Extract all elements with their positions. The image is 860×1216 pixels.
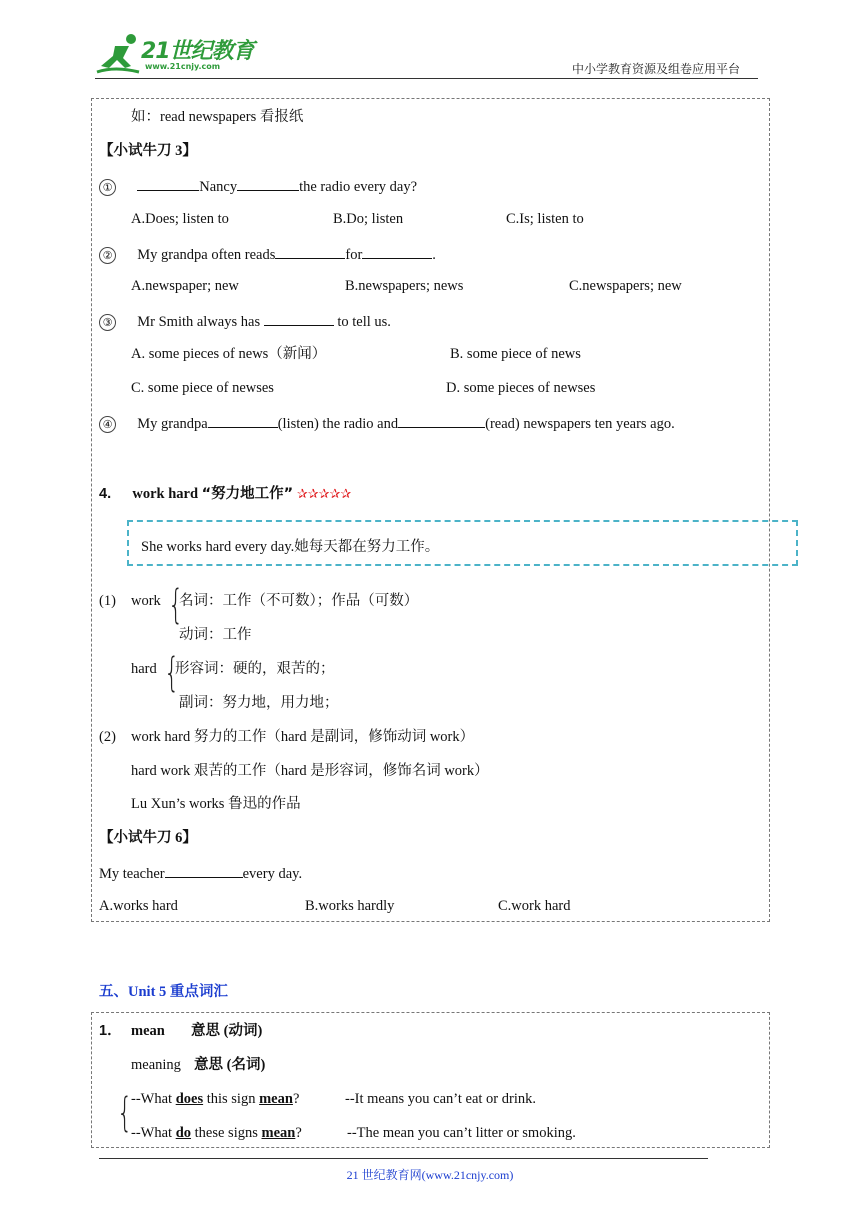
brace-icon: { — [164, 650, 180, 696]
d1-part: --What — [131, 1091, 176, 1107]
work-verb: 动词：工作 — [179, 627, 252, 643]
meaning-word: meaning — [131, 1057, 181, 1073]
q4-blank-1 — [208, 413, 278, 428]
practice6-title: 【小试牛刀 6】 — [99, 830, 197, 846]
work-noun: 名词：工作（不可数）；作品（可数） — [179, 593, 419, 609]
d1-part: ? — [292, 1091, 300, 1107]
logo-runner-icon — [95, 32, 145, 76]
q1-blank-2 — [237, 176, 299, 191]
platform-name: 中小学教育资源及组卷应用平台 — [572, 62, 741, 76]
q1-blank-1 — [137, 176, 199, 191]
d2-part: ? — [295, 1125, 302, 1141]
q4-number: ④ — [99, 416, 116, 433]
q6-option-c: C.work hard — [498, 898, 571, 914]
q3-option-b: B. some piece of news — [450, 346, 581, 362]
q2-option-a: A.newspaper; new — [131, 278, 239, 294]
dialogue-1-reply: --It means you can’t eat or drink. — [345, 1091, 536, 1107]
q2-number: ② — [99, 247, 116, 264]
q3-text-2: to tell us. — [337, 314, 391, 330]
point-1-label: (1) — [99, 593, 116, 609]
q4-text-3: (read) newspapers ten years ago. — [485, 416, 675, 432]
q6-text-2: every day. — [242, 866, 303, 882]
dialogue-2-reply: --The mean you can’t litter or smoking. — [347, 1125, 576, 1141]
item4-title: work hard — [132, 486, 199, 502]
example-line: 如：read newspapers 看报纸 — [131, 109, 304, 125]
q6-blank — [165, 863, 243, 878]
q3-number: ③ — [99, 314, 116, 331]
point-2-line-3: Lu Xun’s works 鲁迅的作品 — [131, 796, 301, 812]
q1-option-a: A.Does; listen to — [131, 211, 229, 227]
q3-text-1: Mr Smith always has — [137, 314, 261, 330]
question-4 — [99, 413, 675, 433]
q4-text-2: (listen) the radio and — [277, 416, 399, 432]
question-1 — [99, 176, 417, 196]
q1-number: ① — [99, 179, 116, 196]
hard-adv: 副词：努力地，用力地； — [179, 695, 339, 711]
q2-text-3: . — [432, 247, 436, 263]
practice3-title: 【小试牛刀 3】 — [99, 143, 197, 159]
hard-word: hard — [131, 661, 157, 677]
brace-icon: { — [168, 582, 184, 628]
d2-part: --What — [131, 1125, 176, 1141]
question-6 — [99, 863, 302, 883]
point-2-line-2: hard work 艰苦的工作（hard 是形容词，修饰名词 work） — [131, 763, 489, 779]
item1-number: 1． — [99, 1023, 122, 1039]
section-5-title: 五、Unit 5 重点词汇 — [99, 984, 228, 1000]
q3-option-d: D. some pieces of newses — [446, 380, 596, 396]
dialogue-1-question — [131, 1090, 299, 1108]
d2-part: these signs — [191, 1125, 262, 1141]
logo-url: www.21cnjy.com — [145, 62, 221, 71]
q3-option-a: A. some pieces of news（新闻） — [131, 346, 327, 362]
q1-text-2: the radio every day? — [299, 179, 418, 195]
q6-option-b: B.works hardly — [305, 898, 395, 914]
mean-word: mean — [131, 1023, 165, 1039]
mean-cn: 意思 (动词) — [191, 1023, 263, 1039]
work-word: work — [131, 593, 161, 609]
q3-blank — [264, 311, 334, 326]
d1-mean: mean — [259, 1091, 293, 1107]
q4-blank-2 — [398, 413, 485, 428]
q1-text-1: Nancy — [199, 179, 238, 195]
point-2-line-1: work hard 努力的工作（hard 是副词，修饰动词 work） — [131, 729, 475, 745]
meaning-cn: 意思 (名词) — [194, 1057, 266, 1073]
item4-cn: “努力地工作” — [201, 486, 294, 502]
q1-option-c: C.Is; listen to — [506, 211, 584, 227]
q2-text-1: My grandpa often reads — [137, 247, 276, 263]
q2-option-c: C.newspapers; new — [569, 278, 682, 294]
header — [0, 0, 860, 82]
footer-text: 21 世纪教育网(www.21cnjy.com) — [346, 1168, 514, 1182]
star-rating-icon: ✰✰✰✰✰ — [296, 487, 352, 502]
q1-option-b: B.Do; listen — [333, 211, 404, 227]
d2-do: do — [175, 1125, 192, 1141]
q2-text-2: for — [345, 247, 363, 263]
item4-heading — [99, 485, 351, 504]
point-2-label: (2) — [99, 729, 116, 745]
q6-text-1: My teacher — [99, 866, 165, 882]
q2-option-b: B.newspapers; news — [345, 278, 464, 294]
d2-mean: mean — [261, 1125, 296, 1141]
hard-adj: 形容词：硬的，艰苦的； — [175, 661, 335, 677]
question-3 — [99, 311, 391, 331]
q3-option-c: C. some piece of newses — [131, 380, 274, 396]
logo-text: 21世纪教育 — [141, 39, 254, 64]
q4-text-1: My grandpa — [137, 416, 208, 432]
footer-rule — [99, 1158, 708, 1159]
d1-part: this sign — [203, 1091, 260, 1107]
brace-icon: { — [117, 1090, 133, 1136]
logo — [95, 32, 265, 76]
d1-does: does — [175, 1091, 204, 1107]
q2-blank-2 — [362, 244, 432, 259]
question-2 — [99, 244, 436, 264]
header-rule — [95, 78, 758, 79]
q6-option-a: A.works hard — [99, 898, 178, 914]
q2-blank-1 — [275, 244, 345, 259]
example-note: She works hard every day.她每天都在努力工作。 — [141, 539, 440, 555]
dialogue-2-question — [131, 1124, 302, 1142]
item4-number: 4. — [99, 486, 112, 502]
